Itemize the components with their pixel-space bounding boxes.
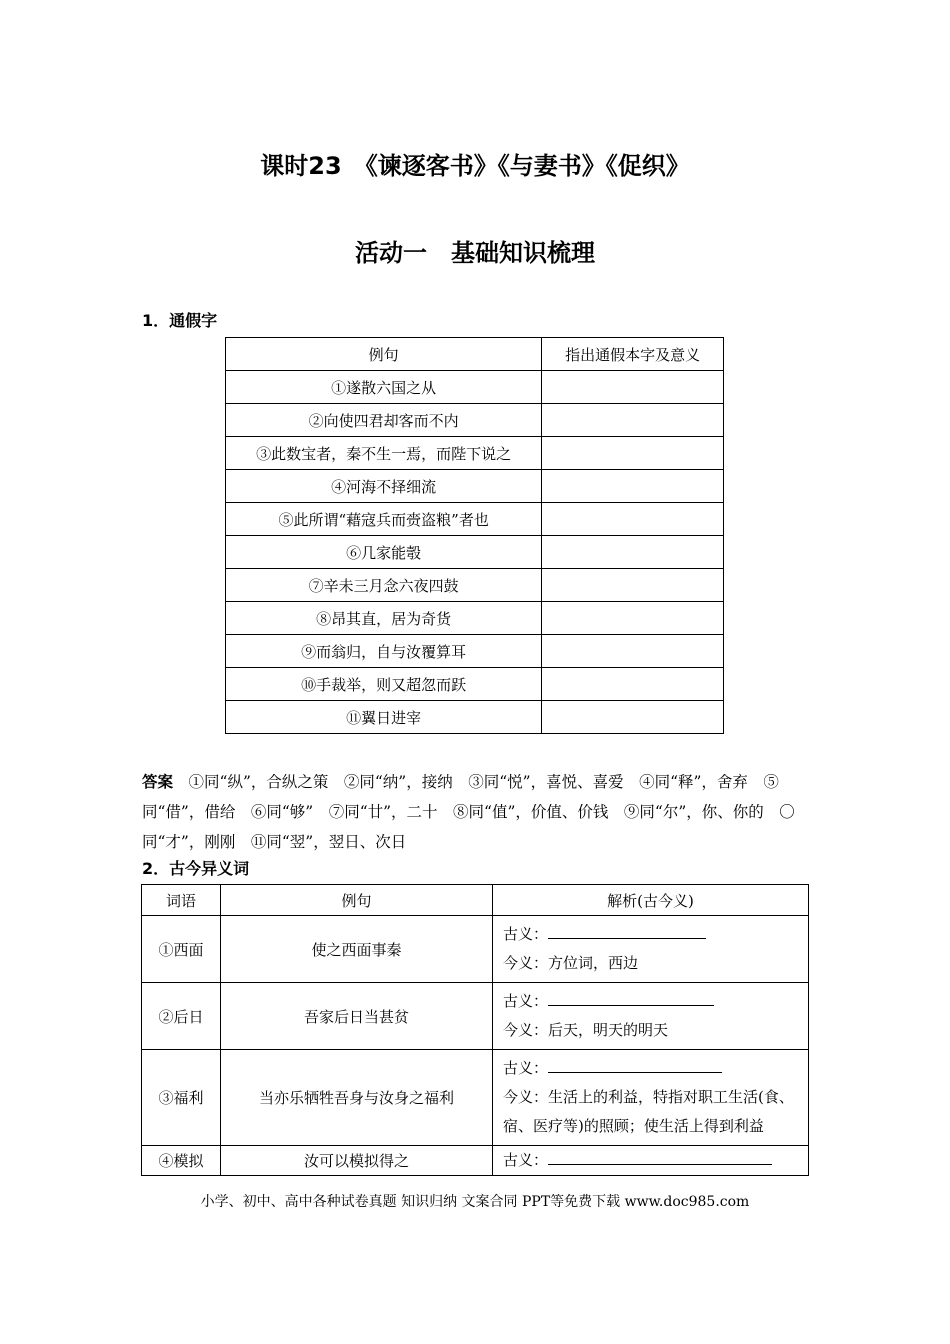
ancient-meaning-blank[interactable] [548, 1150, 772, 1165]
example-sentence: ⑥几家能彀 [226, 536, 542, 569]
word-cell: ④模拟 [142, 1146, 221, 1176]
example-sentence: ⑦辛未三月念六夜四鼓 [226, 569, 542, 602]
table-row [142, 916, 809, 983]
table-header-row [226, 338, 724, 371]
ancient-meaning-blank[interactable] [548, 991, 714, 1006]
activity-title: 活动一 基础知识梳理 [355, 239, 595, 267]
analysis-cell [493, 983, 809, 1050]
lesson-title: 课时23 《谏逐客书》《与妻书》《促织》 [260, 152, 690, 180]
table-row [142, 983, 809, 1050]
modern-meaning: 今义：后天，明天的明天 [503, 1021, 669, 1039]
table-row [226, 602, 724, 635]
table-header-row [142, 885, 809, 916]
word-cell: ①西面 [142, 916, 221, 983]
answer-cell[interactable] [542, 404, 724, 437]
analysis-cell [493, 1146, 809, 1176]
modern-meaning: 今义：生活上的利益，特指对职工生活(食、宿、医疗等)的照顾；使生活上得到利益 [503, 1088, 794, 1135]
answer-cell[interactable] [542, 701, 724, 734]
column-header-example: 例句 [221, 885, 493, 916]
table-row [226, 569, 724, 602]
example-sentence: ⑪翼日进宰 [226, 701, 542, 734]
table-row [226, 404, 724, 437]
answer-label: 答案 [142, 773, 174, 791]
column-header-answer: 指出通假本字及意义 [542, 338, 724, 371]
ancient-meaning-label: 古义： [503, 992, 549, 1010]
example-sentence: ⑩手裁举，则又超忽而跃 [226, 668, 542, 701]
answer-cell[interactable] [542, 536, 724, 569]
column-header-word: 词语 [142, 885, 221, 916]
table-row [226, 437, 724, 470]
example-sentence: ②向使四君却客而不内 [226, 404, 542, 437]
table-row [226, 503, 724, 536]
example-sentence: 汝可以模拟得之 [221, 1146, 493, 1176]
ancient-meaning-label: 古义： [503, 1059, 549, 1077]
column-header-analysis: 解析(古今义) [493, 885, 809, 916]
analysis-cell [493, 916, 809, 983]
ancient-meaning-blank[interactable] [548, 1058, 722, 1073]
table-row [226, 371, 724, 404]
example-sentence: 使之西面事秦 [221, 916, 493, 983]
table-row [142, 1050, 809, 1146]
answer-cell[interactable] [542, 668, 724, 701]
word-cell: ③福利 [142, 1050, 221, 1146]
gujin-yiyi-table [141, 884, 809, 1176]
table-row [142, 1146, 809, 1176]
example-sentence: 吾家后日当甚贫 [221, 983, 493, 1050]
example-sentence: ①遂散六国之从 [226, 371, 542, 404]
analysis-cell [493, 1050, 809, 1146]
example-sentence: ④河海不择细流 [226, 470, 542, 503]
answer-paragraph [142, 767, 818, 857]
table-row [226, 470, 724, 503]
table-row [226, 701, 724, 734]
example-sentence: 当亦乐牺牲吾身与汝身之福利 [221, 1050, 493, 1146]
modern-meaning: 今义：方位词，西边 [503, 954, 639, 972]
answer-cell[interactable] [542, 470, 724, 503]
example-sentence: ⑧昂其直，居为奇货 [226, 602, 542, 635]
section-gujin-heading: 2．古今异义词 [142, 859, 250, 878]
column-header-example: 例句 [226, 338, 542, 371]
table-row [226, 635, 724, 668]
example-sentence: ⑤此所谓“藉寇兵而赍盗粮”者也 [226, 503, 542, 536]
tongjiazi-table [225, 337, 724, 734]
section-tongjiazi-heading: 1．通假字 [142, 311, 218, 330]
answer-cell[interactable] [542, 437, 724, 470]
answer-cell[interactable] [542, 503, 724, 536]
ancient-meaning-label: 古义： [503, 925, 549, 943]
answer-cell[interactable] [542, 635, 724, 668]
answer-text: ①同“纵”，合纵之策 ②同“纳”，接纳 ③同“悦”，喜悦、喜爱 ④同“释”，舍弃 ⑤同“借”，借给 ⑥同“够” ⑦同“廿”，二十 ⑧同“值”，价值、价钱 ⑨同“尔”，你、你的 〇同“才”，刚刚 ⑪同“翌”，翌日、次日 [142, 773, 795, 851]
answer-cell[interactable] [542, 569, 724, 602]
page-footer: 小学、初中、高中各种试卷真题 知识归纳 文案合同 PPT等免费下载 www.doc985.com [200, 1194, 750, 1210]
answer-cell[interactable] [542, 371, 724, 404]
example-sentence: ③此数宝者，秦不生一焉，而陛下说之 [226, 437, 542, 470]
answer-cell[interactable] [542, 602, 724, 635]
example-sentence: ⑨而翁归，自与汝覆算耳 [226, 635, 542, 668]
table-row [226, 536, 724, 569]
ancient-meaning-blank[interactable] [548, 924, 706, 939]
table-row [226, 668, 724, 701]
ancient-meaning-label: 古义： [503, 1151, 549, 1169]
word-cell: ②后日 [142, 983, 221, 1050]
